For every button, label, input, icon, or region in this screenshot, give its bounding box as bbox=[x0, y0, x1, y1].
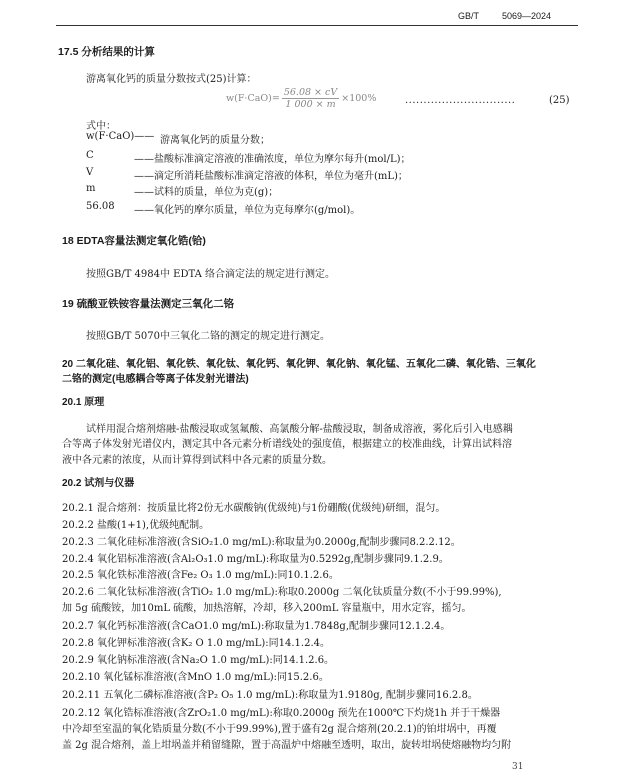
section-20-heading-line2: 二铬的测定(电感耦合等离子体发射光谱法) bbox=[62, 374, 249, 385]
formula-leader-dots: .............................. bbox=[405, 95, 516, 106]
item-20-2-8: 20.2.8 氧化钾标准溶液(含K₂ O 1.0 mg/mL):同14.1.2.4。 bbox=[62, 638, 330, 649]
where-label: 式中： bbox=[86, 121, 116, 132]
item-20-2-3: 20.2.3 二氧化硅标准溶液(含SiO₂1.0 mg/mL):称取量为0.2000g,配制步骤同8.2.2.12。 bbox=[62, 537, 461, 548]
item-20-2-1: 20.2.1 混合熔剂：按质量比将2份无水碳酸钠(优级纯)与1份硼酸(优级纯)研细，混匀。 bbox=[62, 503, 446, 514]
item-20-2-12-cont1: 中冷却至室温的氧化锆质量分数(不小于99.99%),置于盛有2g 混合熔剂(20.2.1)的铂坩埚中，再覆 bbox=[62, 724, 497, 735]
section-19-text: 按照GB/T 5070中三氧化二铬的测定的规定进行测定。 bbox=[86, 331, 331, 342]
section-18-text: 按照GB/T 4984中 EDTA 络合滴定法的规定进行测定。 bbox=[86, 269, 336, 280]
formula-lhs: w(F·CaO)= bbox=[226, 93, 280, 104]
header-standard-number: 5069—2024 bbox=[502, 11, 552, 21]
section-20-1-heading: 20.1 原理 bbox=[62, 397, 105, 408]
var-sym-c: C bbox=[86, 150, 94, 161]
item-20-2-12: 20.2.12 氧化锆标准溶液(含ZrO₂1.0 mg/mL):称取0.2000g 预先在1000℃下灼烧1h 并于干燥器 bbox=[62, 708, 501, 719]
section-20-heading-line1: 20 二氧化硅、氧化铝、氧化铁、氧化钛、氧化钙、氧化钾、氧化钠、氧化锰、五氧化二磷、氧化锆、三氧化 bbox=[62, 359, 536, 370]
item-20-2-11: 20.2.11 五氧化二磷标准溶液(含P₂ O₅ 1.0 mg/mL):称取量为1.9180g, 配制步骤同16.2.8。 bbox=[62, 690, 478, 701]
item-20-2-2: 20.2.2 盐酸(1+1),优级纯配制。 bbox=[62, 520, 210, 531]
section-19-heading: 19 硫酸亚铁铵容量法测定三氧化二铬 bbox=[62, 298, 235, 310]
formula-denominator: 1 000 × m bbox=[285, 99, 336, 110]
item-20-2-12-cont2: 盖 2g 混合熔剂，盖上坩埚盖并稍留缝隙，置于高温炉中熔融至透明，取出，旋转坩埚使熔融物均匀附 bbox=[62, 740, 512, 751]
section-17-5-heading: 17.5 分析结果的计算 bbox=[58, 46, 155, 58]
formula-tail: ×100% bbox=[341, 93, 377, 104]
var-desc-w: 游离氧化钙的质量分数； bbox=[160, 135, 270, 146]
var-sym-molar: 56.08 bbox=[86, 201, 115, 212]
item-20-2-6-cont: 加 5g 硫酸铵，加10mL 硫酸，加热溶解，冷却，移入200mL 容量瓶中，用水定容，摇匀。 bbox=[62, 603, 472, 614]
var-sym-w: w(F·CaO)—— bbox=[86, 131, 155, 142]
var-desc-molar: ——氧化钙的摩尔质量，单位为克每摩尔(g/mol)。 bbox=[134, 205, 361, 216]
var-sym-m: m bbox=[86, 183, 96, 194]
header-standard: GB/T bbox=[458, 11, 480, 21]
header-rule bbox=[56, 25, 578, 26]
item-20-2-6: 20.2.6 二氧化钛标准溶液(含TiO₂ 1.0 mg/mL):称取0.2000g 二氧化钛质量分数(不小于99.99%), bbox=[62, 587, 502, 598]
item-20-2-5: 20.2.5 氧化铁标准溶液(含Fe₂ O₃ 1.0 mg/mL):同10.1.2.6。 bbox=[62, 570, 339, 581]
section-18-heading: 18 EDTA容量法测定氧化锆(铪) bbox=[62, 235, 206, 247]
formula-numerator: 56.08 × cV bbox=[283, 87, 338, 98]
principle-line-3: 液中各元素的浓度，从而计算得到试料中各元素的质量分数。 bbox=[62, 455, 332, 466]
formula-25 bbox=[226, 87, 376, 110]
var-desc-v: ——滴定所消耗盐酸标准滴定溶液的体积，单位为毫升(mL)； bbox=[134, 171, 408, 182]
var-desc-m: ——试料的质量，单位为克(g)； bbox=[134, 187, 279, 198]
item-20-2-4: 20.2.4 氧化铝标准溶液(含Al₂O₃1.0 mg/mL):称取量为0.5292g,配制步骤同9.1.2.9。 bbox=[62, 554, 449, 565]
principle-line-1: 试样用混合熔剂熔融-盐酸浸取或氢氟酸、高氯酸分解-盐酸浸取，制备成溶液，雾化后引入电感耦 bbox=[86, 424, 513, 435]
section-17-5-intro: 游离氧化钙的质量分数按式(25)计算： bbox=[86, 74, 257, 85]
page-number: 31 bbox=[512, 762, 524, 772]
item-20-2-9: 20.2.9 氧化钠标准溶液(含Na₂O 1.0 mg/mL):同14.1.2.6。 bbox=[62, 655, 335, 666]
var-sym-v: V bbox=[86, 167, 94, 178]
var-desc-c: ——盐酸标准滴定溶液的准确浓度，单位为摩尔每升(mol/L)； bbox=[134, 154, 411, 165]
principle-line-2: 合等离子体发射光谱仪内，测定其中各元素分析谱线处的强度值，根据建立的校准曲线，计算出试料溶 bbox=[62, 439, 512, 450]
section-20-2-heading: 20.2 试剂与仪器 bbox=[62, 478, 135, 489]
item-20-2-10: 20.2.10 氧化锰标准溶液(含MnO 1.0 mg/mL):同15.2.6。 bbox=[62, 672, 329, 683]
formula-fraction bbox=[282, 87, 339, 110]
item-20-2-7: 20.2.7 氧化钙标准溶液(含CaO1.0 mg/mL):称取量为1.7848g,配制步骤同12.1.2.4。 bbox=[62, 621, 451, 632]
formula-number: (25) bbox=[549, 95, 570, 106]
